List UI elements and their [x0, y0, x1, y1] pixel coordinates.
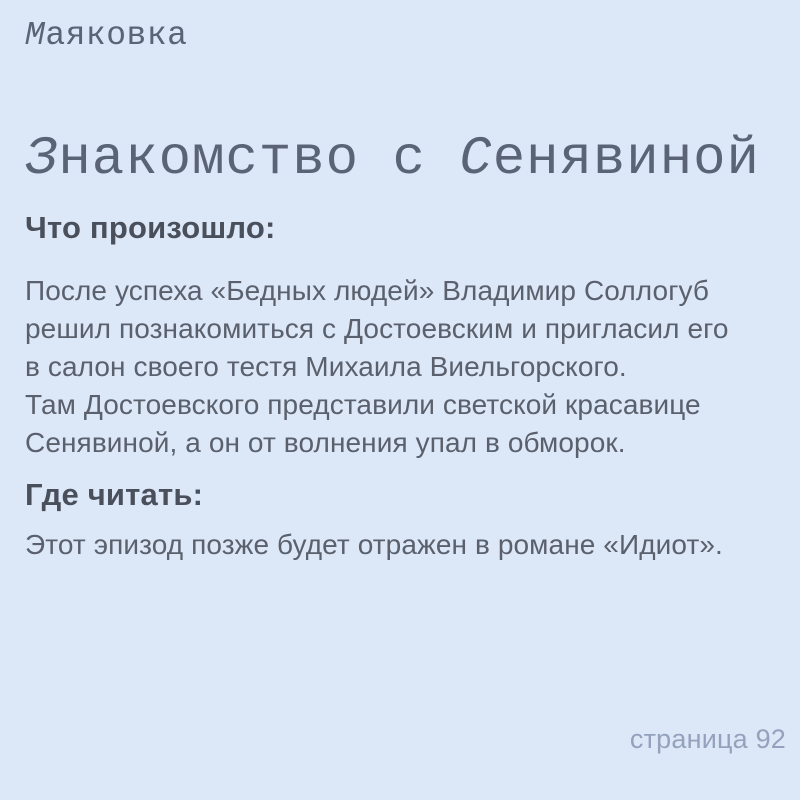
paragraph-line: Там Достоевского представили светской красавице	[25, 388, 701, 420]
paragraph-line: После успеха «Бедных людей» Владимир Соллогуб	[25, 274, 710, 306]
section-heading-what-happened: Что произошло:	[25, 209, 276, 245]
paragraph-line: решил познакомиться с Достоевским и пригласил его	[25, 312, 729, 344]
section-heading-where-to-read: Где читать:	[25, 476, 204, 512]
logo-rest: аяковка	[45, 17, 188, 54]
paragraph-what-happened	[25, 272, 775, 462]
title-word2-rest: енявиной	[492, 128, 760, 190]
logo-initial-letter: М	[25, 17, 46, 54]
logo	[25, 0, 775, 56]
title-word2-initial: С	[459, 128, 493, 190]
paragraph-line: Этот эпизод позже будет отражен в романе «Идиот».	[25, 529, 723, 561]
page-title	[25, 130, 775, 189]
title-word1-rest: накомство с	[58, 128, 460, 190]
paragraph-line: в салон своего тестя Михаила Виельгорского.	[25, 350, 627, 382]
paragraph-line: Сенявиной, а он от волнения упал в обморок.	[25, 426, 626, 458]
page-number: страница 92	[629, 724, 786, 754]
title-word1-initial: З	[25, 128, 59, 190]
paragraph-where-to-read	[25, 526, 775, 564]
